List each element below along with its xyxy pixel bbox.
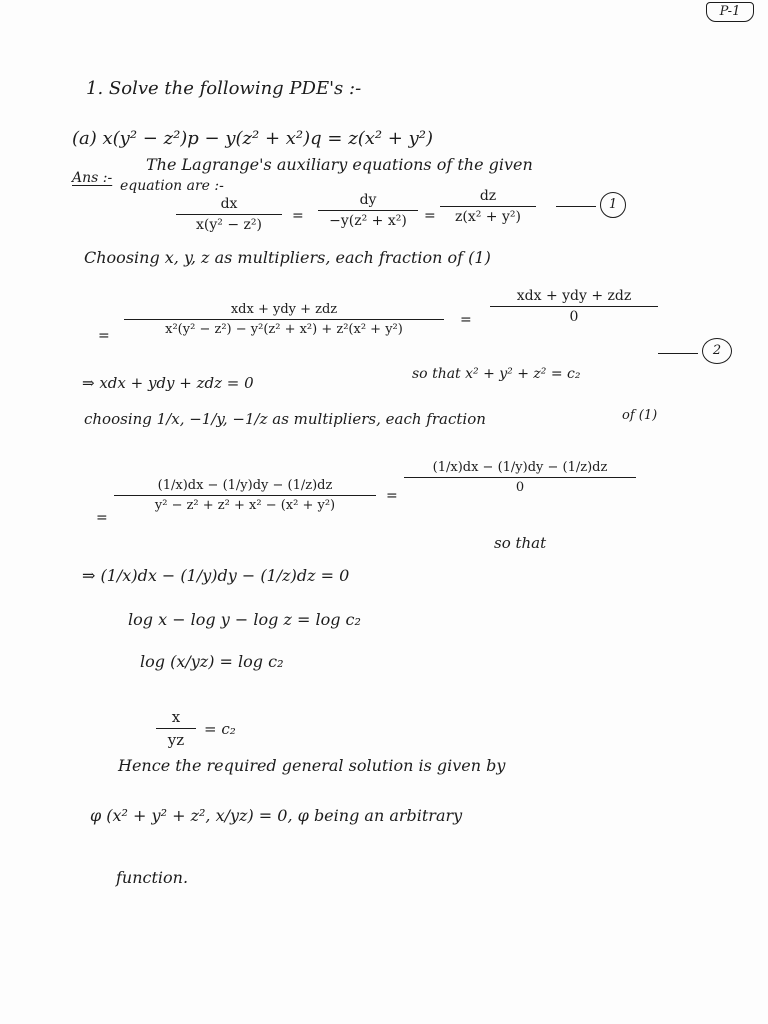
eq1-tag-dash bbox=[556, 206, 596, 207]
choosing-multipliers-2: choosing 1/x, −1/y, −1/z as multipliers, each fraction bbox=[84, 410, 486, 428]
eq3-fraction-2: (1/x)dx − (1/y)dy − (1/z)dz 0 bbox=[404, 460, 636, 495]
eq2-tag-circle: 2 bbox=[702, 338, 732, 364]
eq1-fraction-1: dx x(y² − z²) bbox=[176, 196, 282, 233]
eq1-equals-1: = bbox=[292, 208, 304, 224]
eq1-fraction-3: dz z(x² + y²) bbox=[440, 188, 536, 225]
eq1-fraction-2: dy −y(z² + x²) bbox=[318, 192, 418, 229]
so-that-line-1: so that x² + y² + z² = c₂ bbox=[412, 366, 581, 382]
conclusion-line-2: φ (x² + y² + z², x/yz) = 0, φ being an arbitrary bbox=[90, 806, 463, 825]
result-fraction: x yz bbox=[156, 708, 196, 749]
eq2-equals-2: = bbox=[460, 312, 472, 328]
choosing-multipliers-2b: of (1) bbox=[622, 408, 658, 423]
eq1-equals-2: = bbox=[424, 208, 436, 224]
result-rhs: = c₂ bbox=[204, 720, 236, 738]
log-line-2: log (x/yz) = log c₂ bbox=[140, 652, 284, 671]
question-heading: 1. Solve the following PDE's :- bbox=[86, 78, 362, 99]
eq2-fraction-1: xdx + ydy + zdz x²(y² − z²) − y²(z² + x²) + z²(x² + y²) bbox=[124, 302, 444, 337]
log-line-1: log x − log y − log z = log c₂ bbox=[128, 610, 361, 629]
implies-line-2: ⇒ (1/x)dx − (1/y)dy − (1/z)dz = 0 bbox=[82, 566, 350, 585]
conclusion-line-1: Hence the required general solution is given by bbox=[118, 756, 506, 775]
choosing-multipliers-1: Choosing x, y, z as multipliers, each fraction of (1) bbox=[84, 248, 491, 267]
eq1-tag-circle: 1 bbox=[600, 192, 626, 218]
lagrange-intro-line2: equation are :- bbox=[120, 178, 224, 194]
eq2-tag-dash bbox=[658, 353, 698, 354]
problem-statement: (a) x(y² − z²)p − y(z² + x²)q = z(x² + y²) bbox=[72, 128, 434, 149]
eq3-fraction-1: (1/x)dx − (1/y)dy − (1/z)dz y² − z² + z² + x² − (x² + y²) bbox=[114, 478, 376, 513]
so-that-line-2: so that bbox=[494, 534, 547, 552]
lagrange-intro-line1: The Lagrange's auxiliary equations of the given bbox=[146, 155, 533, 174]
eq2-equals-1: = bbox=[98, 328, 110, 344]
eq2-fraction-2: xdx + ydy + zdz 0 bbox=[490, 288, 658, 325]
answer-label: Ans :- bbox=[72, 170, 113, 186]
implies-line-1: ⇒ xdx + ydy + zdz = 0 bbox=[82, 374, 254, 392]
eq3-equals-1: = bbox=[96, 510, 108, 526]
eq3-equals-2: = bbox=[386, 488, 398, 504]
conclusion-line-3: function. bbox=[116, 868, 189, 887]
page-number-box: P-1 bbox=[706, 2, 754, 22]
